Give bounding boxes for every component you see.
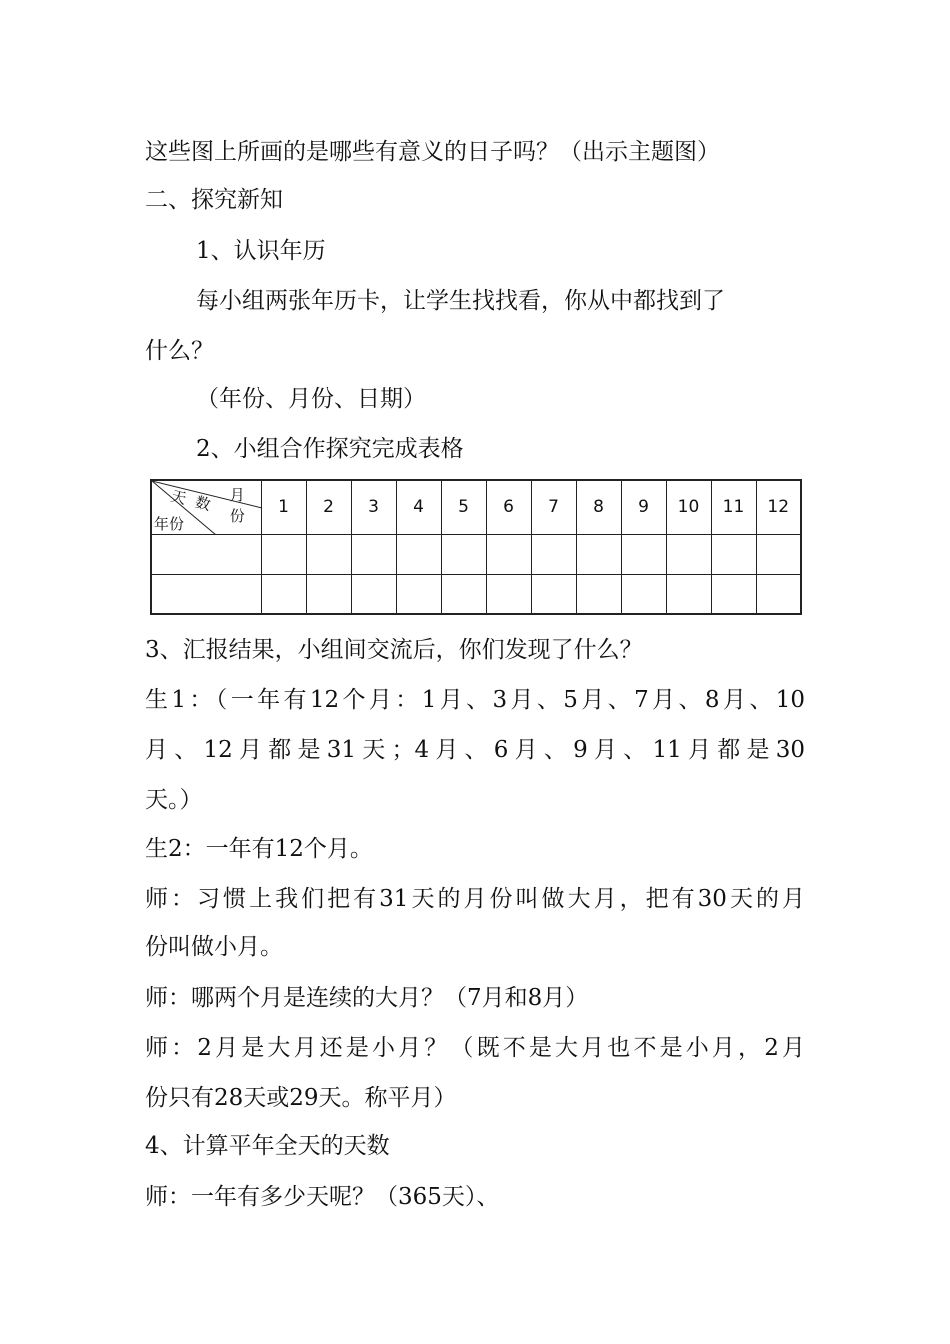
table-header-row (151, 480, 801, 534)
subsection-heading: 1、认识年历 (196, 238, 326, 264)
table-cell (351, 574, 396, 614)
text-line: 生2：一年有12个月。 (145, 836, 373, 862)
month-header: 6 (486, 480, 531, 534)
text-line: 这些图上所画的是哪些有意义的日子吗？（出示主题图） (145, 139, 720, 165)
table-row (151, 574, 801, 614)
table-cell (666, 574, 711, 614)
table-cell (351, 534, 396, 574)
month-header: 5 (441, 480, 486, 534)
text-line: 每小组两张年历卡，让学生找找看，你从中都找到了 (196, 288, 725, 314)
header-days-label: 天数 (169, 486, 223, 517)
table-cell (306, 574, 351, 614)
table-cell (756, 574, 801, 614)
table-cell (441, 574, 486, 614)
month-header: 4 (396, 480, 441, 534)
calendar-table (150, 479, 802, 615)
month-header: 2 (306, 480, 351, 534)
table-cell (261, 534, 306, 574)
section-heading: 二、探究新知 (145, 187, 283, 213)
month-header: 1 (261, 480, 306, 534)
table-cell (576, 574, 621, 614)
table-cell (621, 574, 666, 614)
table-row (151, 534, 801, 574)
table-cell (486, 534, 531, 574)
subsection-heading: 3、汇报结果，小组间交流后，你们发现了什么？ (145, 637, 643, 663)
text-line: 天。） (145, 787, 203, 813)
table-cell (151, 574, 261, 614)
table-cell (666, 534, 711, 574)
table-cell (486, 574, 531, 614)
month-header: 10 (666, 480, 711, 534)
text-line: 师：一年有多少天呢？（365天）、 (145, 1184, 500, 1210)
text-line: 什么？ (145, 338, 214, 364)
table-cell (396, 534, 441, 574)
table-cell (441, 534, 486, 574)
table-cell (531, 574, 576, 614)
table-cell (396, 574, 441, 614)
text-line: 师：哪两个月是连续的大月？（7月和8月） (145, 985, 589, 1011)
month-header: 12 (756, 480, 801, 534)
table-cell (531, 534, 576, 574)
table-cell (621, 534, 666, 574)
table-cell (711, 574, 756, 614)
table-cell (576, 534, 621, 574)
text-line: 师：习惯上我们把有31天的月份叫做大月，把有30天的月 (145, 886, 805, 912)
month-header: 8 (576, 480, 621, 534)
text-line: 生1：（一年有12个月：1月、3月、5月、7月、8月、10 (145, 687, 805, 713)
table-cell (151, 534, 261, 574)
text-line: 月、12月都是31天；4月、6月、9月、11月都是30 (145, 737, 805, 763)
text-line: 师：2月是大月还是小月？（既不是大月也不是小月，2月 (145, 1035, 805, 1061)
text-line: 份叫做小月。 (145, 934, 283, 960)
header-month-label: 月份 (229, 486, 251, 525)
table-cell (306, 534, 351, 574)
subsection-heading: 2、小组合作探究完成表格 (196, 436, 464, 462)
diagonal-header-cell (151, 480, 261, 534)
table-cell (711, 534, 756, 574)
text-line: （年份、月份、日期） (196, 386, 426, 412)
subsection-heading: 4、计算平年全天的天数 (145, 1133, 390, 1159)
table-cell (756, 534, 801, 574)
month-header: 9 (621, 480, 666, 534)
month-header: 3 (351, 480, 396, 534)
month-header: 11 (711, 480, 756, 534)
table-cell (261, 574, 306, 614)
header-year-label: 年份 (154, 515, 185, 533)
text-line: 份只有28天或29天。称平月） (145, 1085, 457, 1111)
month-header: 7 (531, 480, 576, 534)
